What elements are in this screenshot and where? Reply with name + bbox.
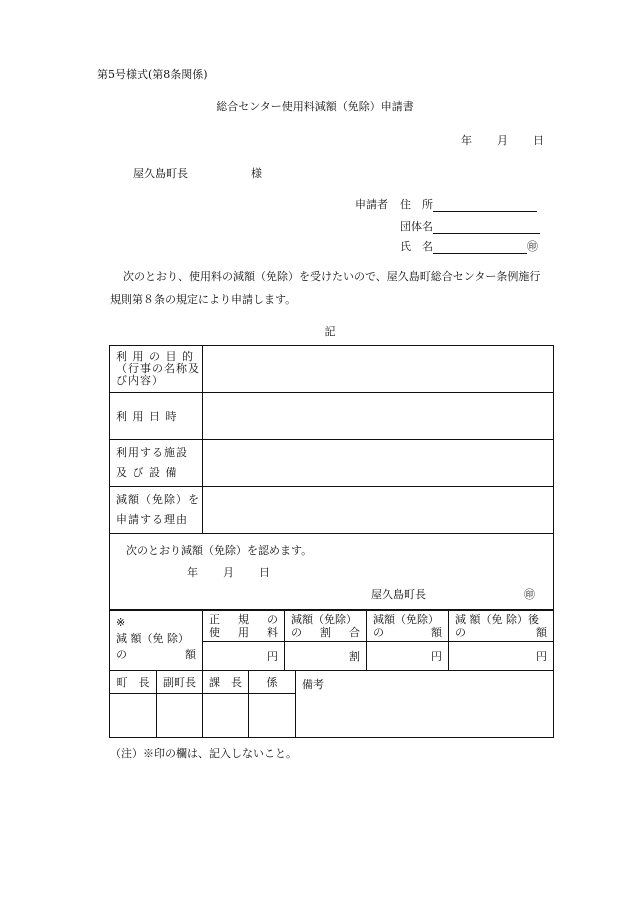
addressee-name: 屋久島町長 (133, 167, 188, 180)
h: 合 (349, 626, 360, 639)
ki-heading: 記 (324, 325, 336, 338)
body-text-line-2: 規則第８条の規定により申請します。 (110, 293, 297, 306)
form-number: 第5号様式(第8条関係) (97, 68, 208, 81)
approval-text: 次のとおり減額（免除）を認めます。 (126, 544, 313, 557)
amount-label (110, 611, 203, 671)
h: の (291, 626, 302, 639)
label-part: の (116, 648, 127, 661)
group-field[interactable] (433, 221, 540, 234)
group-label: 団体名 (400, 220, 433, 233)
usage-datetime-label (110, 393, 203, 440)
approval-day: 日 (259, 566, 270, 579)
unit: 割 (349, 650, 360, 663)
table-row (110, 671, 554, 694)
label-line: 利 用 日 時 (116, 409, 178, 423)
approval-mayor: 屋久島町長 (371, 588, 426, 601)
h: の (373, 626, 384, 639)
approval-year: 年 (187, 566, 198, 579)
table-row (110, 440, 554, 487)
footnote: （注）※印の欄は、記入しないこと。 (110, 747, 297, 760)
name-field[interactable] (433, 241, 527, 254)
address-field[interactable] (433, 199, 537, 212)
staff-header: 係 (249, 671, 296, 694)
label-part: 額 (185, 648, 196, 661)
staff-stamp-field[interactable] (249, 694, 296, 738)
amount-table (109, 610, 554, 671)
approval-cell (110, 534, 554, 610)
applicant-label: 申請者 (355, 198, 388, 211)
h: 用 (238, 626, 249, 639)
usage-info-table (109, 345, 554, 610)
approval-row (110, 534, 554, 610)
h: 料 (267, 626, 278, 639)
h: 額 (431, 626, 442, 639)
signature-table (109, 670, 554, 738)
name-label: 氏 名 (400, 240, 433, 253)
address-label: 住 所 (400, 198, 433, 211)
deputy-mayor-stamp-field[interactable] (157, 694, 203, 738)
h: 割 (320, 626, 331, 639)
mayor-stamp-field[interactable] (110, 694, 157, 738)
body-text-line-1: 次のとおり、使用料の減額（免除）を受けたいので、屋久島町総合センター条例施行 (123, 270, 541, 283)
table-row (110, 611, 554, 642)
h: 減額（免除） (373, 613, 439, 626)
facility-field[interactable] (203, 440, 554, 487)
reduction-rate-field[interactable] (285, 642, 367, 671)
applicant-address-row (400, 196, 537, 212)
regular-fee-field[interactable] (203, 642, 285, 671)
table-row (110, 487, 554, 534)
label-line: び内容） (116, 374, 164, 387)
amount-label-line2 (116, 647, 196, 663)
label-line: 利 用 の 目 的 (116, 350, 194, 363)
purpose-label (110, 346, 203, 393)
remarks-cell[interactable] (296, 671, 554, 738)
reduction-rate-header (285, 611, 367, 642)
h: 減額（免除） (291, 613, 357, 626)
deputy-mayor-header: 副町長 (157, 671, 203, 694)
amount-label-line1: 減 額（免 除） (116, 632, 189, 645)
seal-mark: ㊞ (527, 240, 538, 253)
asterisk-mark: ※ (116, 616, 126, 629)
label-line: 減額（免除）を (116, 493, 200, 506)
unit: 円 (267, 650, 278, 663)
reason-field[interactable] (203, 487, 554, 534)
table-row (110, 393, 554, 440)
approval-month: 月 (223, 566, 234, 579)
section-chief-stamp-field[interactable] (203, 694, 249, 738)
h: 使 (209, 626, 220, 639)
applicant-group-row (400, 218, 540, 234)
unit: 円 (536, 650, 547, 663)
date-year: 年 (461, 134, 472, 147)
h: の (455, 626, 466, 639)
label-line: 利用する施設 (116, 446, 188, 459)
approval-seal: ㊞ (524, 588, 535, 601)
unit: 円 (431, 650, 442, 663)
date-month: 月 (497, 134, 508, 147)
label-line: （行事の名称及 (116, 362, 200, 375)
date-day: 日 (533, 134, 544, 147)
usage-datetime-field[interactable] (203, 393, 554, 440)
reduction-amount-header (367, 611, 449, 642)
document-title: 総合センター使用料減額（免除）申請書 (216, 100, 414, 113)
after-reduction-field[interactable] (449, 642, 554, 671)
h: 規 (238, 613, 249, 626)
label-line: 申請する理由 (116, 513, 188, 526)
facility-label (110, 440, 203, 487)
h: 正 (209, 613, 220, 626)
table-row (110, 346, 554, 393)
remarks-label: 備考 (302, 678, 324, 691)
label-line: 及 び 設 備 (116, 466, 178, 479)
reduction-amount-field[interactable] (367, 642, 449, 671)
purpose-field[interactable] (203, 346, 554, 393)
section-chief-header: 課 長 (203, 671, 249, 694)
addressee-honorific: 様 (251, 167, 262, 180)
reason-label (110, 487, 203, 534)
applicant-name-row (400, 238, 538, 254)
mayor-header: 町 長 (110, 671, 157, 694)
after-reduction-header (449, 611, 554, 642)
regular-fee-header (203, 611, 285, 642)
h: の (267, 613, 278, 626)
h: 額 (536, 626, 547, 639)
h: 減 額（免 除）後 (455, 613, 539, 626)
